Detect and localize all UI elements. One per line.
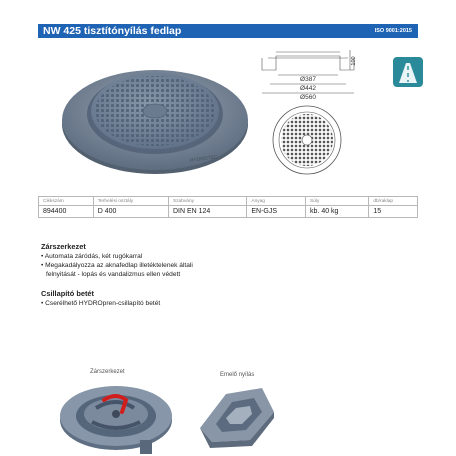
table-row [39, 206, 418, 218]
diameter-2: Ø442 [300, 85, 316, 92]
photo-label-lift: Emelő nyílás [220, 372, 255, 378]
spec-table [38, 196, 418, 218]
damper-section [41, 289, 160, 308]
section-title: Csillapító betét [41, 289, 94, 298]
lock-section [41, 242, 193, 279]
header-bar [38, 24, 418, 38]
col-header: Terhelési osztály [93, 197, 168, 206]
table-cell: DIN EN 124 [168, 206, 246, 218]
table-cell: kb. 40 kg [306, 206, 369, 218]
photo-label-lock: Zárszerkezet [90, 369, 125, 375]
section-drawing [258, 48, 358, 102]
manhole-cover-photo [60, 58, 250, 176]
section-title: Zárszerkezet [41, 242, 86, 251]
road-traffic-icon [393, 57, 423, 87]
bullet-item: • Cserélhető HYDROpren-csillapító betét [41, 300, 161, 307]
lifting-opening-photo [196, 378, 278, 448]
iso-certification: ISO 9001:2015 [374, 28, 412, 34]
bullet-item: felnyitását - lopás és vandalizmus ellen védett [46, 271, 181, 278]
table-cell: D 400 [93, 206, 168, 218]
bullet-item: • Megakadályozza az aknafedlap illetéktelenek általi [41, 262, 193, 269]
lock-mechanism-photo [56, 378, 174, 456]
table-cell: 894400 [39, 206, 94, 218]
diameter-1: Ø387 [300, 76, 316, 83]
col-header: Szabvány [168, 197, 246, 206]
diameter-3: Ø560 [300, 94, 316, 101]
top-view-drawing [262, 104, 352, 176]
table-header-row [39, 197, 418, 206]
table-cell: EN-GJS [247, 206, 306, 218]
col-header: Súly [306, 197, 369, 206]
bullet-item: • Automata záródás, két rugókarral [41, 253, 143, 260]
cover-emboss-text: HYDROTEC [189, 154, 219, 164]
col-header: Anyag [247, 197, 306, 206]
height-dimension: 100 [351, 56, 357, 66]
col-header: Cikkszám [39, 197, 94, 206]
product-title: NW 425 tisztítónyílás fedlap [43, 25, 182, 37]
col-header: db/raklap [369, 197, 418, 206]
table-cell: 15 [369, 206, 418, 218]
